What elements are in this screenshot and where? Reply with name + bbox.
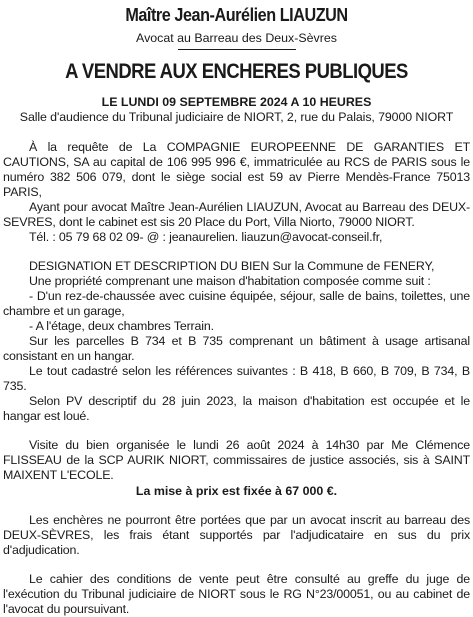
sale-date: LE LUNDI 09 SEPTEMBRE 2024 A 10 HEURES (101, 95, 372, 109)
ground-floor-paragraph: - D'un rez-de-chaussée avec cuisine équipée, séjour, salle de bains, toilettes, une chambre et un garage, (3, 289, 470, 318)
sale-place: Salle d'audience du Tribunal judiciaire de NIORT, 2, rue du Palais, 79000 NIORT (19, 110, 454, 124)
conditions-paragraph: Le cahier des conditions de vente peut être consulté au greffe du juge de l'exécution du Tribunal judiciaire de NIORT sous le RG N°23/00051, ou au cabinet de l'avocat du poursuivant. (3, 572, 470, 616)
property-paragraph: Une propriété comprenant une maison d'habitation composée comme suit : (29, 274, 431, 288)
notice-headline: A VENDRE AUX ENCHERES PUBLIQUES (65, 60, 408, 83)
upstairs-paragraph: - A l'étage, deux chambres Terrain. (29, 319, 214, 333)
bidding-paragraph: Les enchères ne pourront être portées que par un avocat inscrit au barreau des DEUX-SÈVRES, les frais étant supportés par l'adjudicataire en sus du prix d'adjudication. (3, 513, 470, 557)
designation-heading: DESIGNATION ET DESCRIPTION DU BIEN Sur la Commune de FENERY, (29, 259, 435, 273)
counsel-paragraph: Ayant pour avocat Maître Jean-Aurélien LIAUZUN, Avocat au Barreau des DEUX-SEVRES, dont le cabinet est sis 20 Place du Port, Villa Niorto, 79000 NIORT. (3, 200, 470, 229)
parcels-paragraph: Sur les parcelles B 734 et B 735 comprenant un bâtiment à usage artisanal consistant en un hangar. (3, 334, 470, 363)
lawyer-title: Avocat au Barreau des Deux-Sèvres (136, 31, 337, 45)
requester-paragraph: À la requête de La COMPAGNIE EUROPEENNE DE GARANTIES ET CAUTIONS, SA au capital de 106 995 996 €, immatriculée au RCS de PARIS sous le numéro 382 506 079, dont le siège social est 59 av Pierre Mendès-France 75013 PARIS, (3, 140, 470, 199)
contact-line: Tél. : 05 79 68 02 09- @ : jeanaurelien. liauzun@avocat-conseil.fr, (29, 230, 383, 244)
lawyer-name: Maître Jean-Aurélien LIAUZUN (125, 5, 348, 25)
visit-paragraph: Visite du bien organisée le lundi 26 août 2024 à 14h30 par Me Clémence FLISSEAU de la SCP AURIK NIORT, commissaires de justice associés, sis à SAINT MAIXENT L'ECOLE. (3, 438, 470, 482)
divider (178, 49, 296, 50)
cadastre-paragraph: Le tout cadastré selon les références suivantes : B 418, B 660, B 709, B 734, B 735. (3, 364, 470, 393)
starting-price: La mise à prix est fixée à 67 000 €. (135, 484, 338, 498)
pv-paragraph: Selon PV descriptif du 28 juin 2023, la maison d'habitation est occupée et le hangar est loué. (3, 394, 470, 423)
